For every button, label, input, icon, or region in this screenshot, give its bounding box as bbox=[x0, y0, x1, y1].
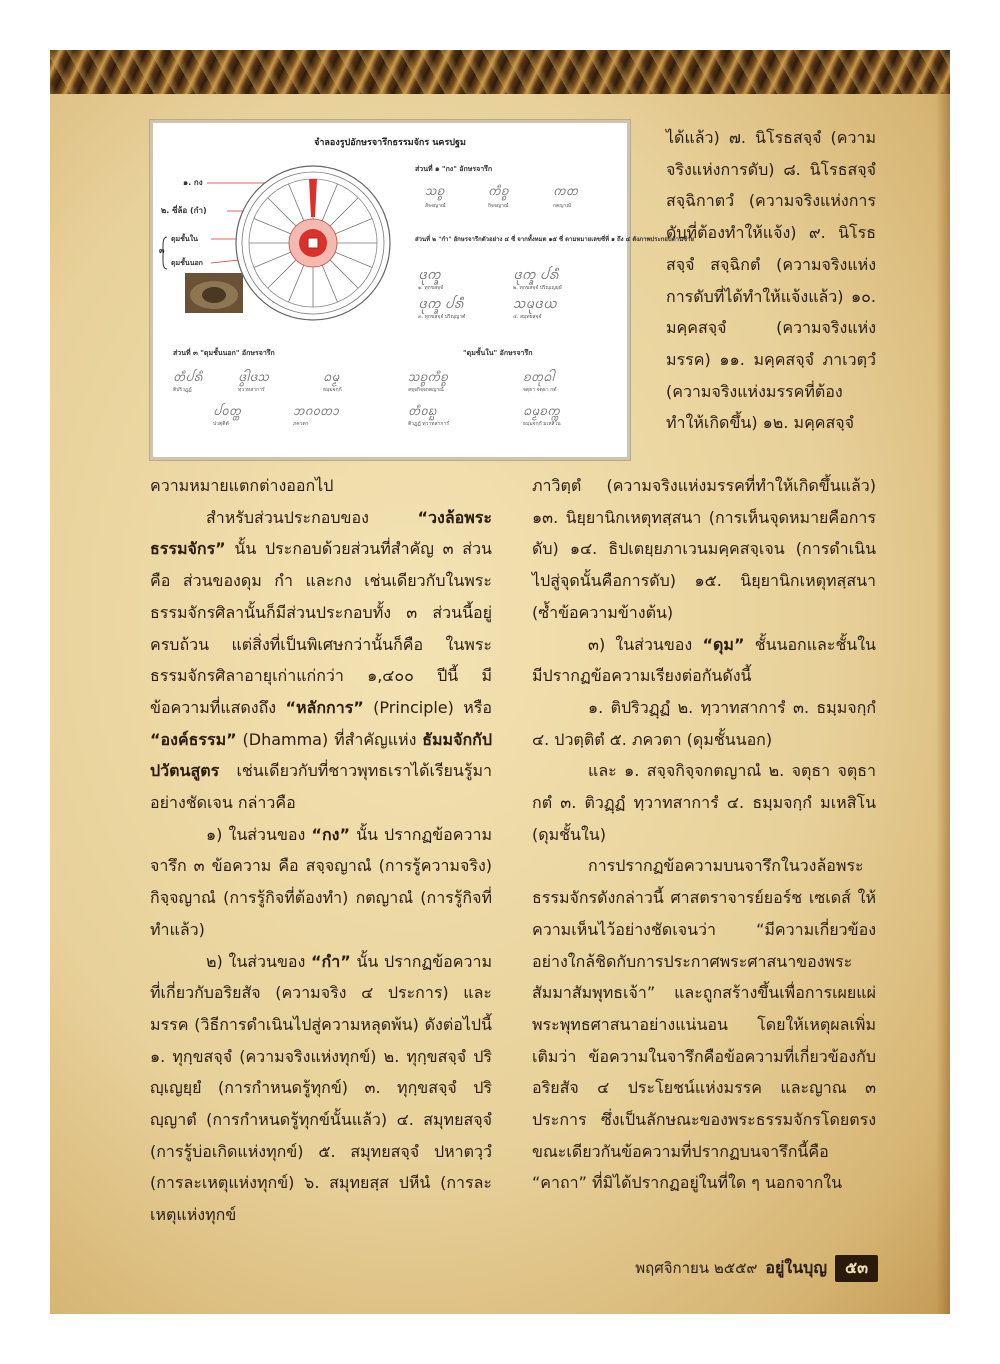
svg-text:ᨧᨲᩩᨵᩤ: ᨧᨲᩩᨵᩤ bbox=[523, 370, 555, 384]
paragraph: ความหมายแตกต่างออกไป bbox=[150, 476, 334, 495]
left-column bbox=[150, 470, 492, 1231]
figure-title: จำลองรูปอักษรจารึกธรรมจักร นครปฐม bbox=[314, 138, 466, 148]
ink3-2: ธมฺมจกฺกํ bbox=[323, 387, 342, 393]
magazine-page bbox=[50, 50, 950, 1314]
paragraph: ได้แล้ว) ๗. นิโรธสจฺจํ (ความจริงแห่งการดับ) ๘. นิโรธสจฺจํ สจฺฉิกาตวํ (ความจริงแห่งการดับที่ต้องทำให้แจ้ง) ๙. นิโรธสจฺจํ สจฺฉิกตํ (ความจริงแห่งการดับที่ได้ทำให้แจ้งแล้ว) ๑๐. มคฺคสจฺจํ (ความจริงแห่งมรรค) ๑๑. มคฺคสจฺจํ ภาเวตฺวํ (ความจริงแห่งมรรคที่ต้องทำให้เกิดขึ้น) ๑๒. มคฺคสจฺจํ bbox=[666, 128, 876, 433]
sec1-title: ส่วนที่ ๑ "กง" อักษรจารึก bbox=[415, 165, 493, 173]
ink2-1: ๒. ทุกขสจฺจํ ปริญฺเญยฺยํ bbox=[513, 285, 562, 291]
ink3-0: ติปริวฏฺฏํ bbox=[173, 387, 192, 393]
paragraph: สำหรับส่วนประกอบของ “วงล้อพระธรรมจักร” นั้น ประกอบด้วยส่วนที่สำคัญ ๓ ส่วน คือ ส่วนของดุม กำ และกง เช่นเดียวกับในพระธรรมจักรศิลานั้นก็มีส่วนประกอบทั้ง ๓ ส่วนนี้อยู่ครบถ้วน แต่สิ่งที่เป็นพิเศษกว่านั้นก็คือ ในพระธรรมจักรศิลาอายุเก่าแก่กว่า ๑,๔๐๐ ปีนี้ มีข้อความที่แสดงถึง “หลักการ” (Principle) หรือ “องค์ธรรม” (Dhamma) ที่สำคัญแห่ง ธัมมจักกัปปวัตนสูตร เช่นเดียวกับที่ชาวพุทธเราได้เรียนรู้มาอย่างชัดเจน กล่าวคือ bbox=[150, 507, 492, 813]
sec2-title: ส่วนที่ ๒ "กำ" อักษรจารึกตัวอย่าง ๔ ซี่ จากทั้งหมด ๑๕ ซี่ ตามหมายเลขซี่ที่ ๑ ถึง ๔ ดังภาพประกอบด้านซ้าย bbox=[415, 236, 695, 243]
ink1-1: กิจจญาณํ bbox=[488, 203, 509, 209]
ink4-0: สจฺจกิจฺจกตญาณํ bbox=[408, 387, 444, 393]
svg-text:ᨲᩥᩅᨭ᩠ᨭ: ᨲᩥᩅᨭ᩠ᨭ bbox=[408, 404, 437, 418]
paragraph: ๑. ติปริวฏฺฏํ ๒. ทฺวาทสาการํ ๓. ธมฺมจกฺกํ ๔. ปวตฺติตํ ๕. ภควตา (ดุมชั้นนอก) bbox=[532, 697, 876, 749]
dharma-wheel-figure bbox=[150, 120, 695, 460]
label-sue: ๒. ซี่ล้อ (กำ) bbox=[161, 206, 207, 215]
sec3-title: ส่วนที่ ๓ "ดุมชั้นนอก" อักษรจารึก bbox=[173, 349, 275, 357]
paragraph: การปรากฏข้อความบนจารึกในวงล้อพระธรรมจักรดังกล่าวนี้ ศาสตราจารย์ยอร์ช เซเดส์ ให้ความเห็นไว้อย่างชัดเจนว่า “มีความเกี่ยวข้องอย่างใกล้ชิดกับการประกาศพระศาสนาของพระสัมมาสัมพุทธเจ้า” และถูกสร้างขึ้นเพื่อการเผยแผ่พระพุทธศาสนาอย่างแน่นอน โดยให้เหตุผลเพิ่มเติมว่า ข้อความในจารึกคือข้อความที่เกี่ยวข้องกับอริยสัจ ๔ ประโยชน์แห่งมรรค และญาณ ๓ ประการ ซึ่งเป็นลักษณะของพระธรรมจักรโดยตรง ขณะเดียวกันข้อความที่ปรากฏบนจารึกนี้คือ “คาถา” ที่มิได้ปรากฏอยู่ในที่ใด ๆ นอกจากใน bbox=[532, 856, 876, 1193]
label-kong: ๑. กง bbox=[183, 178, 203, 187]
right-column-top bbox=[666, 122, 876, 439]
ink3-1: ทฺวาทสาการํ bbox=[238, 387, 265, 393]
label-hub-num: ๓ bbox=[159, 246, 165, 255]
svg-text:ᨵᨾ᩠ᨾ: ᨵᨾ᩠ᨾ bbox=[323, 370, 340, 384]
paragraph: ๒) ในส่วนของ “กำ” นั้น ปรากฏข้อความที่เกี่ยวกับอริยสัจ (ความจริง ๔ ประการ) และ มรรค (วิธีการดำเนินไปสู่ความหลุดพ้น) ดังต่อไปนี้ ๑. ทุกฺขสจฺจํ (ความจริงแห่งทุกข์) ๒. ทุกฺขสจฺจํ ปริญฺเญยฺยํ (การกำหนดรู้ทุกข์) ๓. ทุกฺขสจฺจํ ปริญฺญาตํ (การกำหนดรู้ทุกข์นั้นแล้ว) ๔. สมุทยสจฺจํ (การรู้บ่อเกิดแห่งทุกข์) ๕. สมุทยสจฺจํ ปหาตวฺวํ (การละเหตุแห่งทุกข์) ๖. สมุทยสฺส ปหีนํ (การละเหตุแห่งทุกข์ bbox=[150, 951, 492, 1225]
page-edge-shadow bbox=[936, 94, 950, 1314]
svg-text:ᨠᨲ: ᨠᨲ bbox=[553, 184, 578, 198]
magazine-name: อยู่ในบุญ bbox=[765, 1257, 827, 1277]
ink3-4: ภควตา bbox=[293, 421, 309, 427]
svg-text:ᨴᩩᨠ᩠ᨡ ᨸᩁᩥ: ᨴᩩᨠ᩠ᨡ ᨸᩁᩥ bbox=[513, 268, 559, 283]
svg-text:ᩈᨧ᩠ᨧ: ᩈᨧ᩠ᨧ bbox=[425, 184, 445, 198]
ink3-3: ปวตฺติตํ bbox=[213, 421, 229, 427]
svg-text:ᨲᩥᨸᩁᩥ: ᨲᩥᨸᩁᩥ bbox=[173, 370, 203, 384]
label-hub-outer: ดุมชั้นนอก bbox=[171, 259, 203, 267]
ink4-2: ติวฏฺฏํ ทฺวาทสาการํ bbox=[408, 421, 449, 427]
svg-text:ᨽᨣᩅᨲᩣ: ᨽᨣᩅᨲᩣ bbox=[293, 404, 339, 418]
ink2-3: ๔. สมุทยสจฺจํ bbox=[513, 314, 542, 320]
ink4-1: จตุธา จตุธา กตํ bbox=[523, 387, 557, 393]
svg-text:ᨴᩩᨠ᩠ᨡ: ᨴᩩᨠ᩠ᨡ bbox=[418, 268, 441, 283]
svg-text:ᨴᩩᨠ᩠ᨡ ᨸᩁᩥ: ᨴᩩᨠ᩠ᨡ ᨸᩁᩥ bbox=[418, 297, 464, 312]
svg-text:ᨠᩥᨧ᩠ᨧ: ᨠᩥᨧ᩠ᨧ bbox=[488, 184, 509, 198]
page-number: ๕๓ bbox=[835, 1255, 878, 1282]
paragraph: ๑) ในส่วนของ “กง” นั้น ปรากฏข้อความจารึก ๓ ข้อความ คือ สจฺจญาณํ (การรู้ความจริง) กิจฺจญาณํ (การรู้กิจที่ต้องทำ) กตญาณํ (การรู้กิจที่ทำแล้ว) bbox=[150, 824, 492, 939]
issue-date: พฤศจิกายน ๒๕๕๙ bbox=[635, 1259, 758, 1277]
page-footer bbox=[635, 1255, 878, 1281]
wheel bbox=[236, 166, 390, 320]
ink1-2: กตญาณํ bbox=[553, 203, 571, 209]
ornamental-banner bbox=[50, 50, 950, 94]
paragraph: ๓) ในส่วนของ “ดุม” ชั้นนอกและชั้นใน มีปรากฏข้อความเรียงต่อกันดังนี้ bbox=[532, 634, 876, 686]
svg-text:ᩈᨧ᩠ᨧᨠᩥᨧ᩠ᨧ: ᩈᨧ᩠ᨧᨠᩥᨧ᩠ᨧ bbox=[408, 370, 449, 384]
svg-text:ᨸᩅᨲ᩠ᨲ: ᨸᩅᨲ᩠ᨲ bbox=[213, 404, 241, 418]
sec3b-title: "ดุมชั้นใน" อักษรจารึก bbox=[463, 349, 533, 357]
paragraph: ภาวิตฺตํ (ความจริงแห่งมรรคที่ทำให้เกิดขึ้นแล้ว) ๑๓. นิยฺยานิกเหตุทสฺสนา (การเห็นจุดหมายคือการดับ) ๑๔. ธิปเตยฺยภาเวนมคฺคสจฺเจน (การดำเนินไปสู่จุดนั้นคือการดับ) ๑๕. นิยฺยานิกเหตุทสฺสนา (ซ้ำข้อความข้างต้น) bbox=[532, 476, 876, 622]
ink1-0: สัจจญาณํ bbox=[425, 203, 446, 209]
right-column-bottom bbox=[532, 470, 876, 1199]
ink4-3: ธมฺมจกฺกํ มเหสิโน bbox=[523, 421, 561, 427]
svg-text:ᩈᨾᩩᨴᨿ: ᩈᨾᩩᨴᨿ bbox=[513, 297, 557, 312]
ink2-2: ๓. ทุกขสจฺจํ ปริญฺญาตํ bbox=[418, 314, 466, 320]
paragraph: และ ๑. สจฺจกิจฺจกตญาณํ ๒. จตุธา จตุธา กตํ ๓. ติวฏฺฏํ ทฺวาทสาการํ ๔. ธมฺมจกฺกํ มเหสิโน (ดุมชั้นใน) bbox=[532, 761, 876, 844]
svg-text:ᨴ᩠ᩅᩤᨴᩈ: ᨴ᩠ᩅᩤᨴᩈ bbox=[238, 370, 269, 384]
svg-text:ᨵᨾ᩠ᨾᨧᨠ᩠ᨠ: ᨵᨾ᩠ᨾᨧᨠ᩠ᨠ bbox=[523, 404, 560, 418]
label-hub-inner: ดุมชั้นใน bbox=[171, 235, 198, 243]
ink2-0: ๑. ทุกขสจฺจํ bbox=[418, 285, 444, 291]
dharma-wheel-diagram bbox=[153, 123, 695, 457]
